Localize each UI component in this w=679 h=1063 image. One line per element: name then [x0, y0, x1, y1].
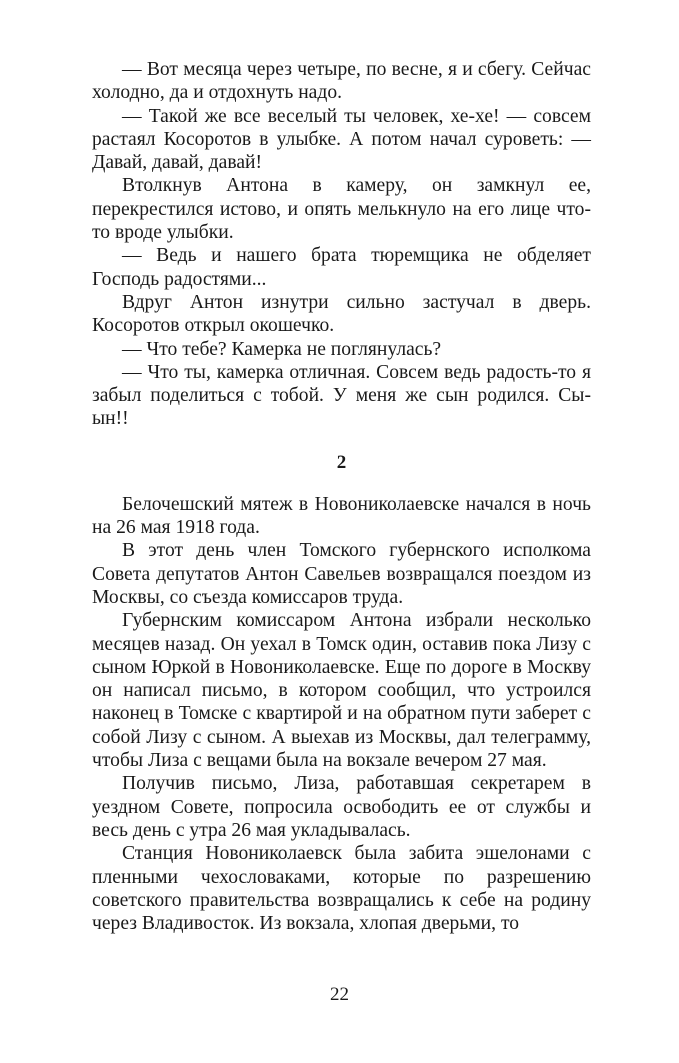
section-spacer: [92, 474, 591, 493]
section-spacer: [92, 431, 591, 451]
paragraph: Получив письмо, Лиза, работавшая секретарем в уездном Совете, попросила освободить ее от службы и весь день с утра 26 мая укладывалась.: [92, 773, 591, 841]
paragraph: — Вот месяца через четыре, по весне, я и сбегу. Сейчас холодно, да и отдохнуть надо.: [92, 59, 591, 104]
paragraph: Втолкнув Антона в камеру, он замкнул ее, перекрестился истово, и опять мелькнуло на его лице что-то вроде улыбки.: [92, 175, 591, 244]
paragraph: — Что ты, камерка отличная. Совсем ведь радость-то я забыл поделиться с тобой. У меня же сын родился. Сы-ын!!: [92, 361, 591, 430]
section-heading: 2: [336, 451, 347, 473]
paragraph: Губернским комиссаром Антона избрали несколько месяцев назад. Он уехал в Томск один, оставив пока Лизу с сыном Юркой в Новониколаевске. Еще по дороге в Москву он написал письмо, в котором сообщил, что устроился наконец в Томске с квартирой и на обратном пути заберет с собой Лизу с сыном. А выехав из Москвы, дал телеграмму, чтобы Лиза с вещами была на вокзале вечером 27 мая.: [92, 610, 591, 772]
page-body: [92, 58, 591, 935]
paragraph: Станция Новониколаевск была забита эшелонами с пленными чехословаками, которые по разрешению советского правительства возвращались к себе на родину через Владивосток. Из вокзала, хлопая дверьми, то: [92, 843, 591, 935]
paragraph: Вдруг Антон изнутри сильно застучал в дверь. Косоротов открыл окошечко.: [92, 291, 591, 337]
paragraph: В этот день член Томского губернского исполкома Совета депутатов Антон Савельев возвращался поездом из Москвы, со съезда комиссаров труда.: [92, 540, 591, 608]
paragraph: Белочешский мятеж в Новониколаевске начался в ночь на 26 мая 1918 года.: [92, 493, 591, 539]
paragraph: — Такой же все веселый ты человек, хе-хе! — совсем растаял Косоротов в улыбке. А потом начал суроветь: — Давай, давай, давай!: [92, 105, 591, 174]
page-number: 22: [330, 984, 349, 1005]
paragraph: — Что тебе? Камерка не поглянулась?: [122, 338, 442, 360]
paragraph: — Ведь и нашего брата тюремщика не обделяет Господь радостями...: [92, 245, 591, 290]
